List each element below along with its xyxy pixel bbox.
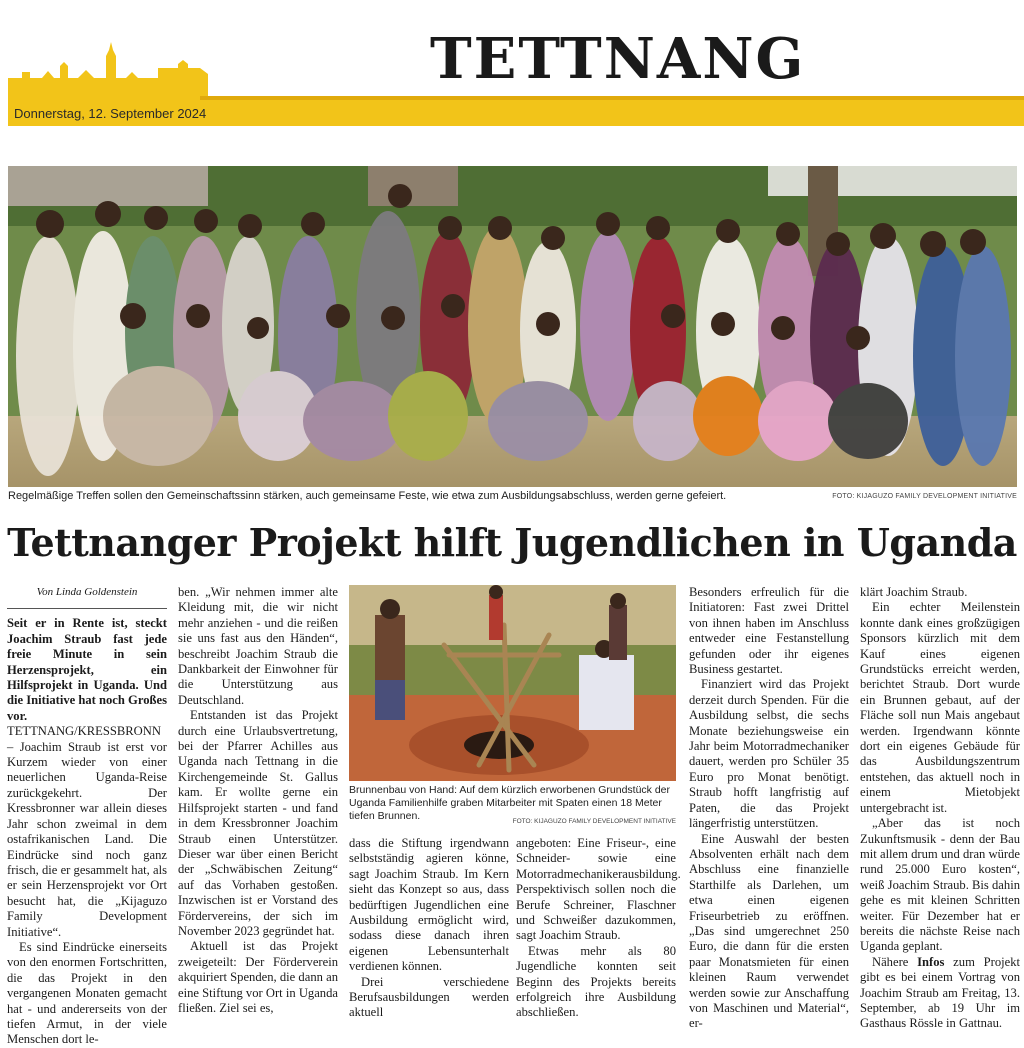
article-column-3 [349, 836, 509, 1021]
well-photo-caption: Brunnenbau von Hand: Auf dem kürzlich erworbenen Grundstück der Uganda Familienhilfe graben Mitarbeiter mit Spaten einen 18 Meter tiefen Brunnen. [349, 784, 671, 822]
newspaper-title: TETTNANG [430, 26, 806, 92]
byline: Von Linda Goldenstein [36, 586, 138, 598]
article-column-4 [516, 836, 681, 1021]
article-paragraph [7, 724, 167, 940]
article-paragraph: Es sind Eindrücke einerseits von den enormen Fortschritten, die das Projekt in den vergangenen Monaten gemacht hat - und andererseits von der tiefen Armut, in der viele Menschen dort le- [7, 939, 167, 1047]
article-paragraph: Drei verschiedene Berufsausbildungen werden aktuell [349, 974, 509, 1020]
group-photo [8, 166, 1017, 487]
well-photo [349, 585, 676, 781]
well-photo-credit: FOTO: KIJAGUZO FAMILY DEVELOPMENT INITIATIVE [512, 818, 676, 825]
info-keyword: Infos [917, 954, 945, 969]
article-paragraph: Etwas mehr als 80 Jugendliche konnten seit Beginn des Projekts bereits erfolgreich ihre Ausbildung abschließen. [516, 943, 676, 1020]
town-skyline-logo [8, 38, 208, 98]
article-paragraph: Besonders erfreulich für die Initiatoren: Fast zwei Drittel von ihnen haben im Anschluss entweder eine Festanstellung gefunden oder ihr eigenes Business gestartet. [689, 585, 849, 677]
masthead-bar-rule [200, 96, 1024, 100]
issue-date: Donnerstag, 12. September 2024 [14, 106, 207, 121]
article-column-2 [178, 585, 338, 1016]
photo-caption: Regelmäßige Treffen sollen den Gemeinschaftssinn stärken, auch gemeinsame Feste, wie etwa zum Ausbildungsabschluss, werden gerne gefeiert. [8, 490, 727, 502]
article-paragraph: Entstanden ist das Projekt durch eine Urlaubsvertretung, bei der Pfarrer Achilles aus Uganda nach Tettnang in die Kirchengemeinde St. Gallus kam. Er wollte gerne ein Hilfsprojekt starten - und fand in dem Kressbronner Joachim Straub einen Unterstützer. Dieser war über einen Bericht der „Schwäbischen Zeitung“ auf das Vorhaben gestoßen. Inzwischen ist er Vorstand des Fördervereins, der sich im November 2023 gegründet hat. [178, 708, 338, 938]
article-lead: Seit er in Rente ist, steckt Joachim Straub fast jede freie Minute in sein Herzensprojekt, ein Hilfsprojekt in Uganda. Und die Initiative hat noch Großes vor. [7, 616, 167, 723]
article-paragraph: ben. „Wir nehmen immer alte Kleidung mit, die wir nicht mehr anziehen - und die reißen sie uns fast aus den Händen“, beschreibt Joachim Straub die Dankbarkeit der Einwohner für die Unterstützung aus Deutschland. [178, 585, 338, 707]
article-paragraph: Finanziert wird das Projekt derzeit durch Spenden. Für die Ausbildung selbst, die sechs Monate beziehungsweise ein Jahr beim Motorradmechaniker dauert, werden pro Schüler 35 Euro pro Monat benötigt. Straub hofft langfristig auf Paten, die das Projekt längerfristig unterstützen. [689, 677, 849, 831]
article-headline: Tettnanger Projekt hilft Jugendlichen in Uganda [7, 520, 1017, 565]
photo-credit: FOTO: KIJAGUZO FAMILY DEVELOPMENT INITIATIVE [832, 493, 1017, 500]
article-paragraph: Ein echter Meilenstein konnte dank eines großzügigen Sponsors kürzlich mit dem Kauf eines eigenen Grundstücks erreicht werden, berichtet Straub. Dort wurde ein Brunnen gebaut, auf der Fläche soll nun Mais angebaut werden. Irgendwann könnte dort ein eigenes Gebäude für das Ausbildungszentrum entstehen, das aktuell noch in einem Mietobjekt untergebracht ist. [860, 600, 1020, 815]
info-text: zum Projekt gibt es bei einem Vortrag von Joachim Straub am Freitag, 13. September, ab 19 Uhr im Gasthaus Rössle in Gattnau. [860, 954, 1020, 1031]
article-paragraph: dass die Stiftung irgendwann selbstständig agieren könne, sagt Joachim Straub. Im Kern sieht das Konzept so aus, dass bedürftigen Jugendlichen eine Ausbildung ermöglicht wird, sodass diese danach ihren eigenen Lebensunterhalt verdienen können. [349, 836, 509, 974]
byline-rule [7, 608, 167, 609]
article-column-5 [689, 585, 849, 1032]
article-column-6 [860, 585, 1020, 1032]
masthead [0, 0, 1024, 140]
dateline: TETTNANG/KRESSBRONN [7, 724, 161, 739]
info-text: Nähere [872, 954, 918, 969]
article-paragraph: Eine Auswahl der besten Absolventen erhält nach dem Abschluss eine finanzielle Starthilfe als Darlehen, um etwa einen eigenen Friseurbetrieb zu eröffnen. „Das sind umgerechnet 250 Euro, die dann für die ersten paar Monatsmieten für einen kleinen Raum verwendet werden sowie zur Anschaffung von Maschinen und Material“, er- [689, 831, 849, 1031]
article-paragraph: Aktuell ist das Projekt zweigeteilt: Der Förderverein akquiriert Spenden, die dann an eine Stiftung vor Ort in Uganda fließen. Ziel sei es, [178, 939, 338, 1015]
article-text: – Joachim Straub ist erst vor Kurzem wieder von einer neuerlichen Uganda-Reise zurückgekehrt. Der Kressbronner war allein dieses Jahr schon zweimal in dem ostafrikanischen Land. Die Eindrücke sind noch ganz frisch, die er gesammelt hat, als er sein Herzensprojekt vor Ort besucht hat, die „Kijaguzo Family Development Initiative“. [7, 739, 167, 939]
article-paragraph: angeboten: Eine Friseur-, eine Schneider- sowie eine Motorradmechanikerausbildung. Perspektivisch sollen noch die Berufe Schreiner, Flaschner und Schweißer dazukommen, sagt Joachim Straub. [516, 836, 681, 943]
article-paragraph: klärt Joachim Straub. [860, 585, 968, 599]
article-paragraph: „Aber das ist noch Zukunftsmusik - denn der Bau mit allem drum und dran würde rund 25.000 Euro kosten“, weiß Joachim Straub. Bis dahin gehe es mit kleinen Schritten weiter. Für Dezember hat er bereits die nächste Reise nach Uganda geplant. [860, 816, 1020, 954]
article-column-1 [7, 585, 167, 1048]
info-box [860, 955, 1020, 1032]
